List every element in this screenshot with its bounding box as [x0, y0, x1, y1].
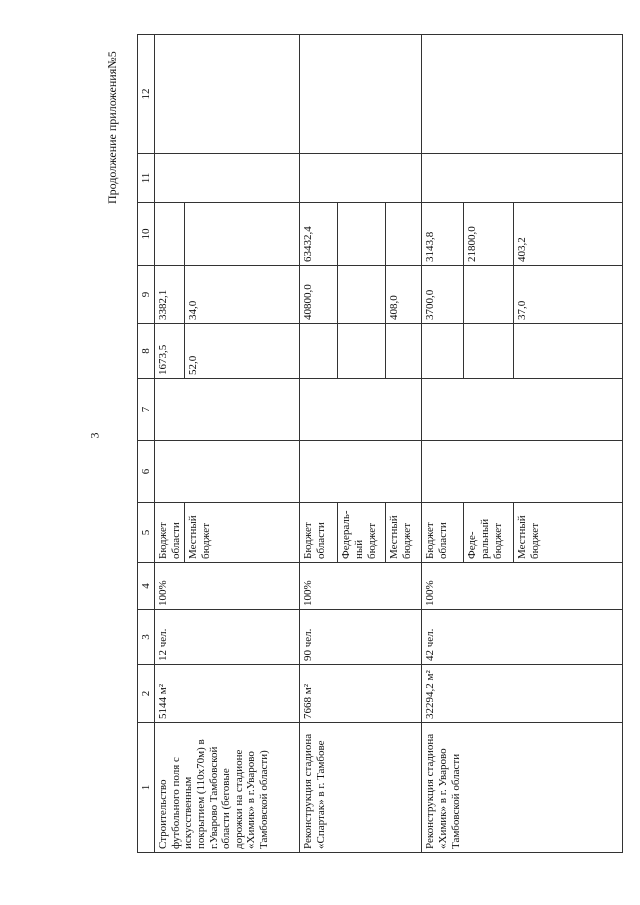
funding-source: Бюджет области — [155, 503, 185, 563]
value-col8 — [338, 324, 386, 379]
header-cell: 12 — [138, 35, 155, 154]
area: 32294,2 м² — [422, 665, 623, 723]
value-col9: 3382,1 — [155, 266, 185, 324]
financing-table — [137, 34, 623, 853]
cell-col7 — [422, 379, 623, 441]
value-col8: 1673,5 — [155, 324, 185, 379]
capacity: 12 чел. — [155, 610, 300, 665]
cell-col7 — [155, 379, 300, 441]
value-col9: 3700,0 — [422, 266, 464, 324]
cell-col12 — [155, 35, 300, 154]
project-name: Реконструкция стадиона «Химик» в г. Уварово Тамбовской области — [422, 723, 623, 853]
table-row — [422, 35, 464, 853]
project-name: Строительство футбольного поля с искусственным покрытием (110х70м) в г.Уварово Тамбовской области (беговые дорожки на стадионе «Химик» в г.Уварово Тамбовской области) — [155, 723, 300, 853]
value-col8 — [422, 324, 464, 379]
project-name: Реконструкция стадиона «Спартак» в г. Тамбове — [300, 723, 422, 853]
value-col10: 21800,0 — [464, 203, 514, 266]
cell-col6 — [422, 441, 623, 503]
table-row — [300, 35, 338, 853]
header-cell: 1 — [138, 723, 155, 853]
value-col10 — [338, 203, 386, 266]
funding-source: Бюджет области — [300, 503, 338, 563]
header-cell: 9 — [138, 266, 155, 324]
completion: 100% — [422, 563, 623, 610]
value-col9 — [464, 266, 514, 324]
value-col10: 3143,8 — [422, 203, 464, 266]
funding-source: Феде-ральный бюджет — [464, 503, 514, 563]
cell-col6 — [300, 441, 422, 503]
header-cell: 6 — [138, 441, 155, 503]
cell-col11 — [300, 154, 422, 203]
cell-col11 — [422, 154, 623, 203]
value-col8 — [386, 324, 422, 379]
capacity: 90 чел. — [300, 610, 422, 665]
value-col9 — [338, 266, 386, 324]
header-row — [138, 35, 155, 853]
value-col10: 403,2 — [514, 203, 623, 266]
header-cell: 3 — [138, 610, 155, 665]
funding-source: Бюджет области — [422, 503, 464, 563]
appendix-caption: Продолжение приложения№5 — [105, 51, 119, 204]
area: 7668 м² — [300, 665, 422, 723]
cell-col12 — [300, 35, 422, 154]
funding-source: Местный бюджет — [185, 503, 300, 563]
value-col10 — [386, 203, 422, 266]
cell-col12 — [422, 35, 623, 154]
value-col9: 34,0 — [185, 266, 300, 324]
cell-col6 — [155, 441, 300, 503]
header-cell: 11 — [138, 154, 155, 203]
funding-source: Федераль-ный бюджет — [338, 503, 386, 563]
value-col10 — [185, 203, 300, 266]
header-cell: 2 — [138, 665, 155, 723]
value-col8: 52,0 — [185, 324, 300, 379]
page-number: 3 — [87, 432, 102, 439]
table-row — [155, 35, 185, 853]
value-col9: 40800,0 — [300, 266, 338, 324]
rotated-table-container — [137, 35, 602, 853]
funding-source: Местный бюджет — [514, 503, 623, 563]
value-col10: 63432,4 — [300, 203, 338, 266]
value-col8 — [464, 324, 514, 379]
cell-col11 — [155, 154, 300, 203]
value-col8 — [300, 324, 338, 379]
value-col10 — [155, 203, 185, 266]
completion: 100% — [300, 563, 422, 610]
header-cell: 7 — [138, 379, 155, 441]
header-cell: 8 — [138, 324, 155, 379]
value-col8 — [514, 324, 623, 379]
header-cell: 4 — [138, 563, 155, 610]
header-cell: 10 — [138, 203, 155, 266]
value-col9: 37,0 — [514, 266, 623, 324]
capacity: 42 чел. — [422, 610, 623, 665]
funding-source: Местный бюджет — [386, 503, 422, 563]
completion: 100% — [155, 563, 300, 610]
area: 5144 м² — [155, 665, 300, 723]
header-cell: 5 — [138, 503, 155, 563]
value-col9: 408,0 — [386, 266, 422, 324]
cell-col7 — [300, 379, 422, 441]
